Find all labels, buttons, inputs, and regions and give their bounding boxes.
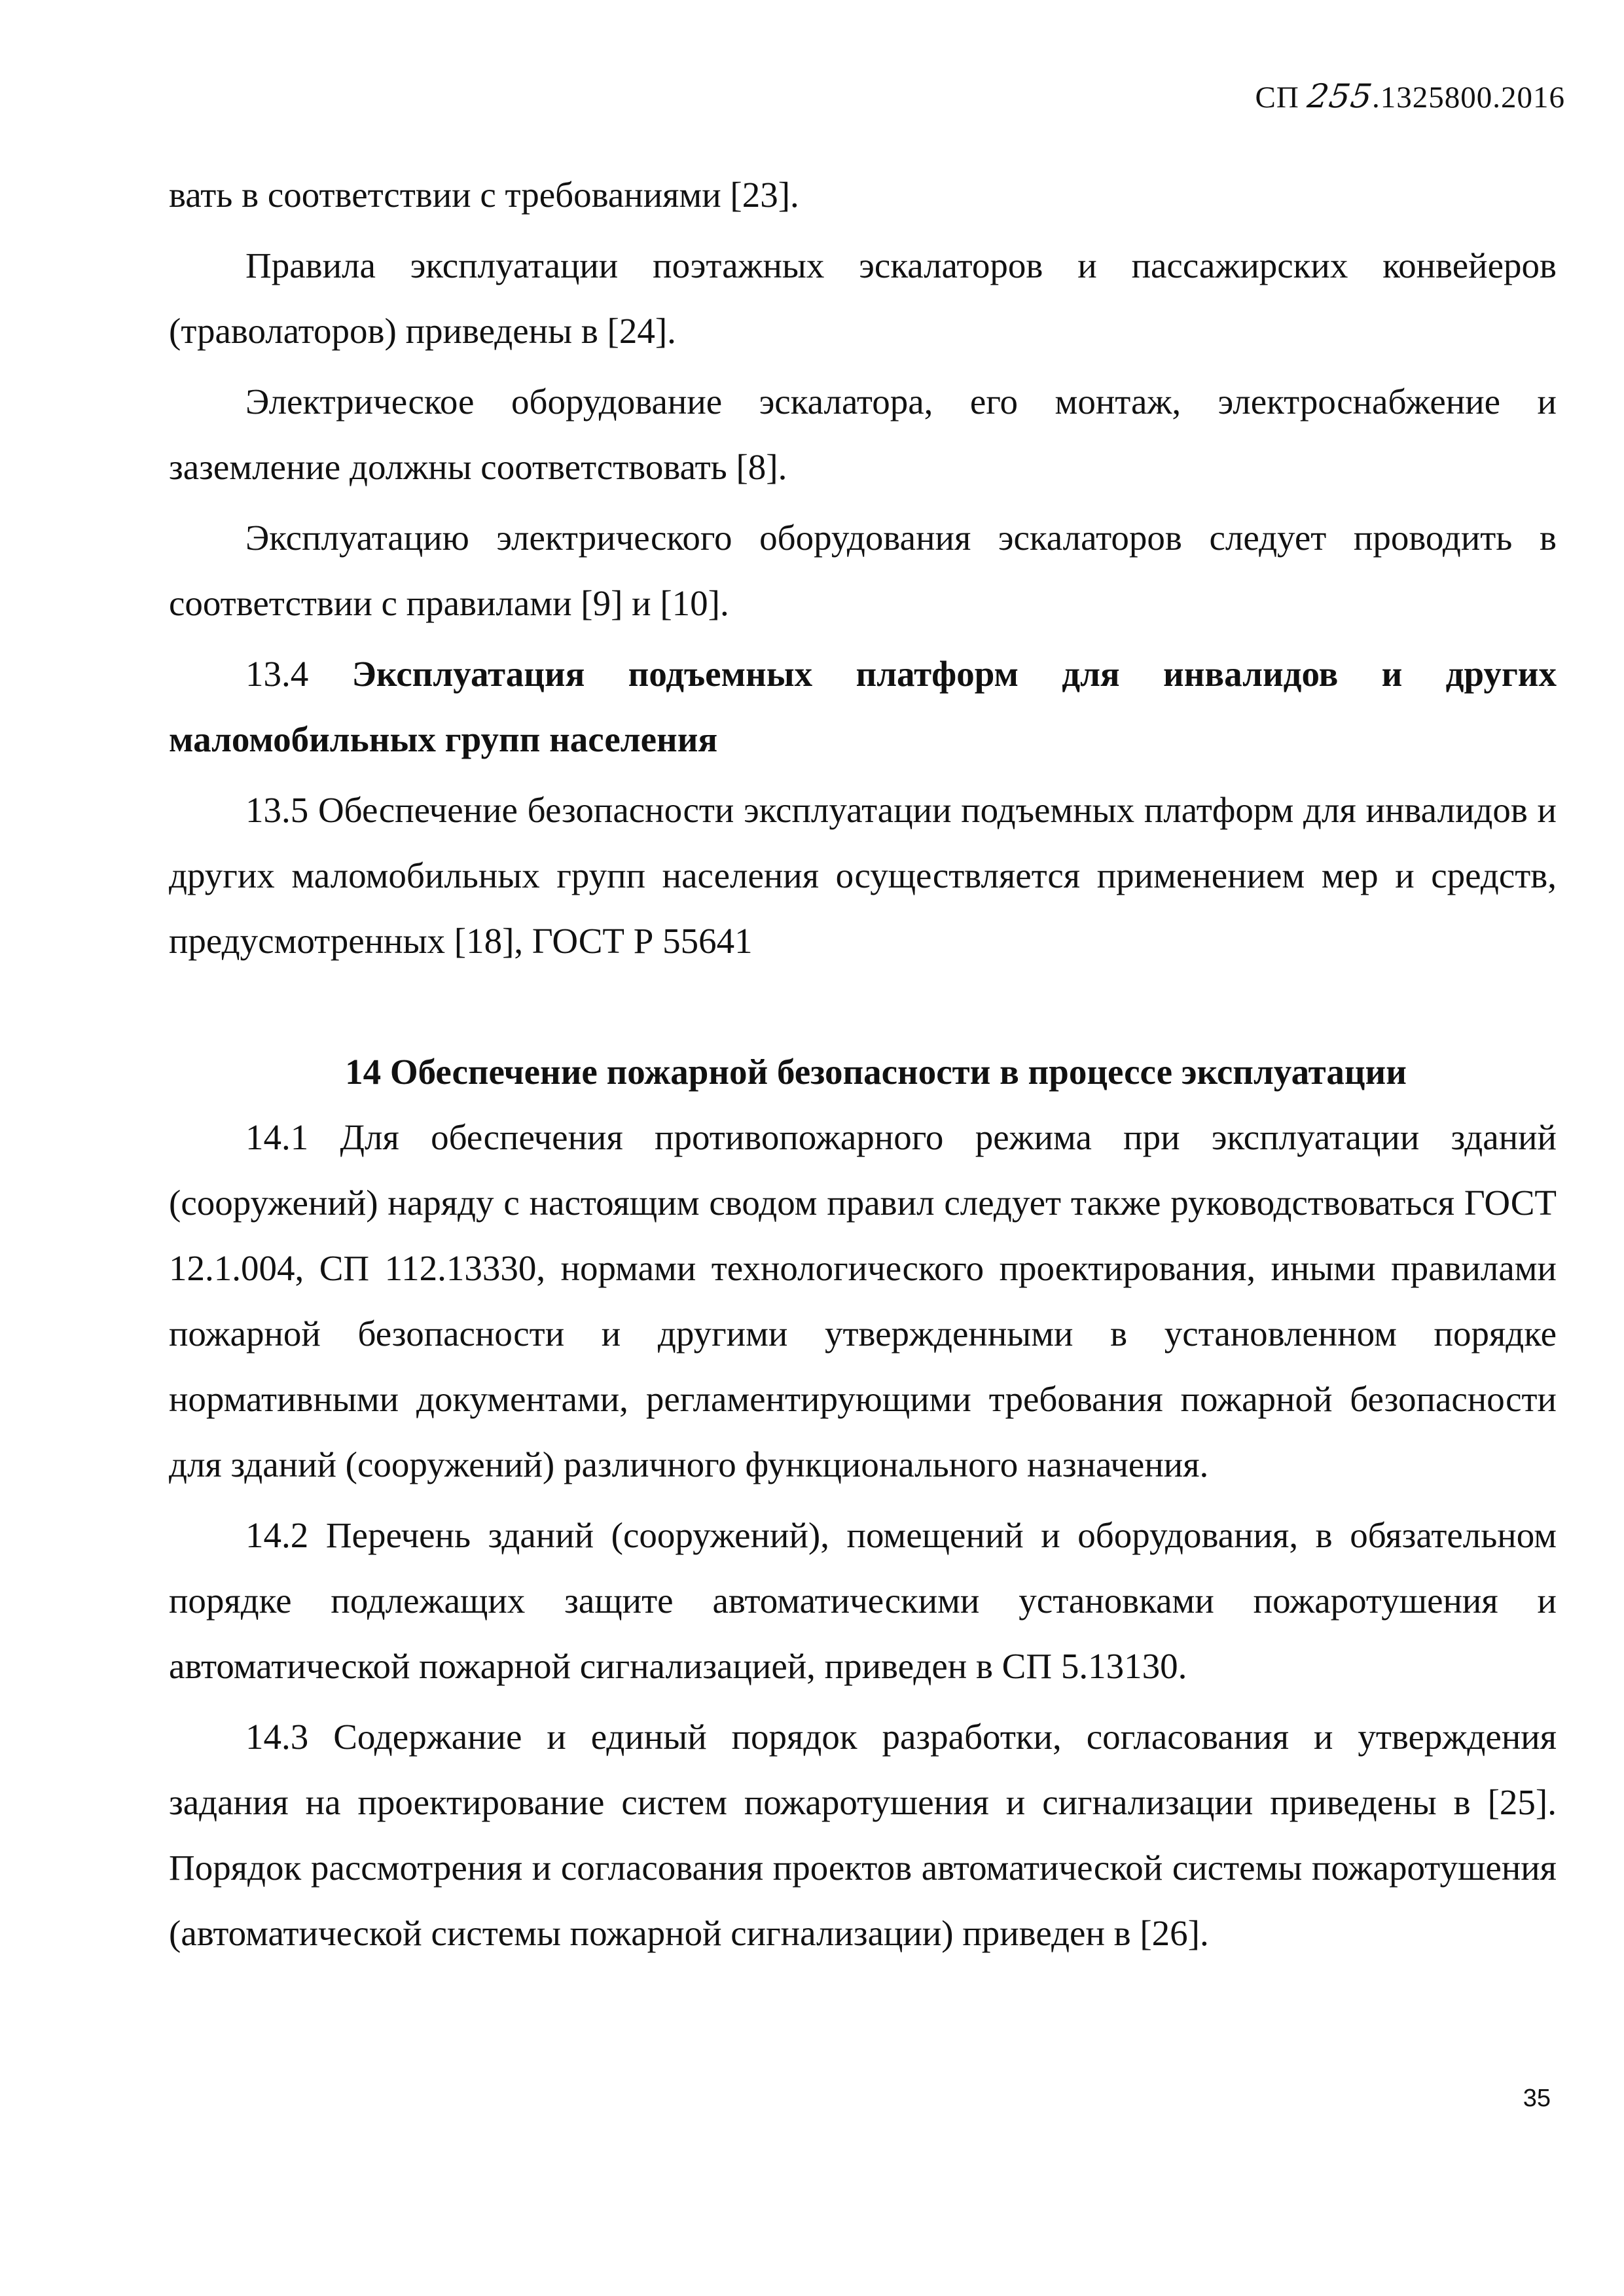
paragraph-electrical-equipment: Электрическое оборудование эскалатора, его монтаж, электроснабжение и заземление должны соответствовать [8]. [169, 382, 1557, 487]
section-heading-14: 14 Обеспечение пожарной безопасности в процессе эксплуатации [345, 1052, 1407, 1092]
clause-number-13-4: 13.4 [245, 654, 309, 694]
paragraph-13-4 [169, 641, 1557, 772]
paragraph-14-3: 14.3 Содержание и единый порядок разработки, согласования и утверждения задания на проектирование систем пожаротушения и сигнализации приведены в [25]. Порядок рассмотрения и согласования проектов автоматической системы пожаротушения (автоматической системы пожарной сигнализации) приведен в [26]. [169, 1717, 1557, 1953]
clause-title-13-4: Эксплуатация подъемных платформ для инвалидов и других маломобильных групп населения [169, 654, 1557, 759]
paragraph-13-5: 13.5 Обеспечение безопасности эксплуатации подъемных платформ для инвалидов и других маломобильных групп населения осуществляется применением мер и средств, предусмотренных [18], ГОСТ Р 55641 [169, 790, 1557, 961]
paragraph-electrical-operation: Эксплуатацию электрического оборудования эскалаторов следует проводить в соответствии с правилами [9] и [10]. [169, 518, 1557, 623]
document-header [1255, 77, 1565, 115]
paragraph-14-2: 14.2 Перечень зданий (сооружений), помещений и оборудования, в обязательном порядке подлежащих защите автоматическими установками пожаротушения и автоматической пожарной сигнализацией, приведен в СП 5.13130. [169, 1515, 1557, 1686]
paragraph-escalator-rules: Правила эксплуатации поэтажных эскалаторов и пассажирских конвейеров (траволаторов) приведены в [24]. [169, 245, 1557, 351]
paragraph-14-1: 14.1 Для обеспечения противопожарного режима при эксплуатации зданий (сооружений) наряду с настоящим сводом правил следует также руководствоваться ГОСТ 12.1.004, СП 112.13330, нормами технологического проектирования, иными правилами пожарной безопасности и другими утвержденными в установленном порядке нормативными документами, регламентирующими требования пожарной безопасности для зданий (сооружений) различного функционального назначения. [169, 1117, 1557, 1484]
page-number: 35 [1523, 2085, 1551, 2112]
document-body [169, 162, 1557, 1971]
header-handwritten-number: 255 [1305, 77, 1375, 115]
header-suffix: .1325800.2016 [1372, 81, 1565, 115]
header-prefix: СП [1255, 81, 1299, 115]
paragraph-continuation: вать в соответствии с требованиями [23]. [169, 175, 799, 215]
